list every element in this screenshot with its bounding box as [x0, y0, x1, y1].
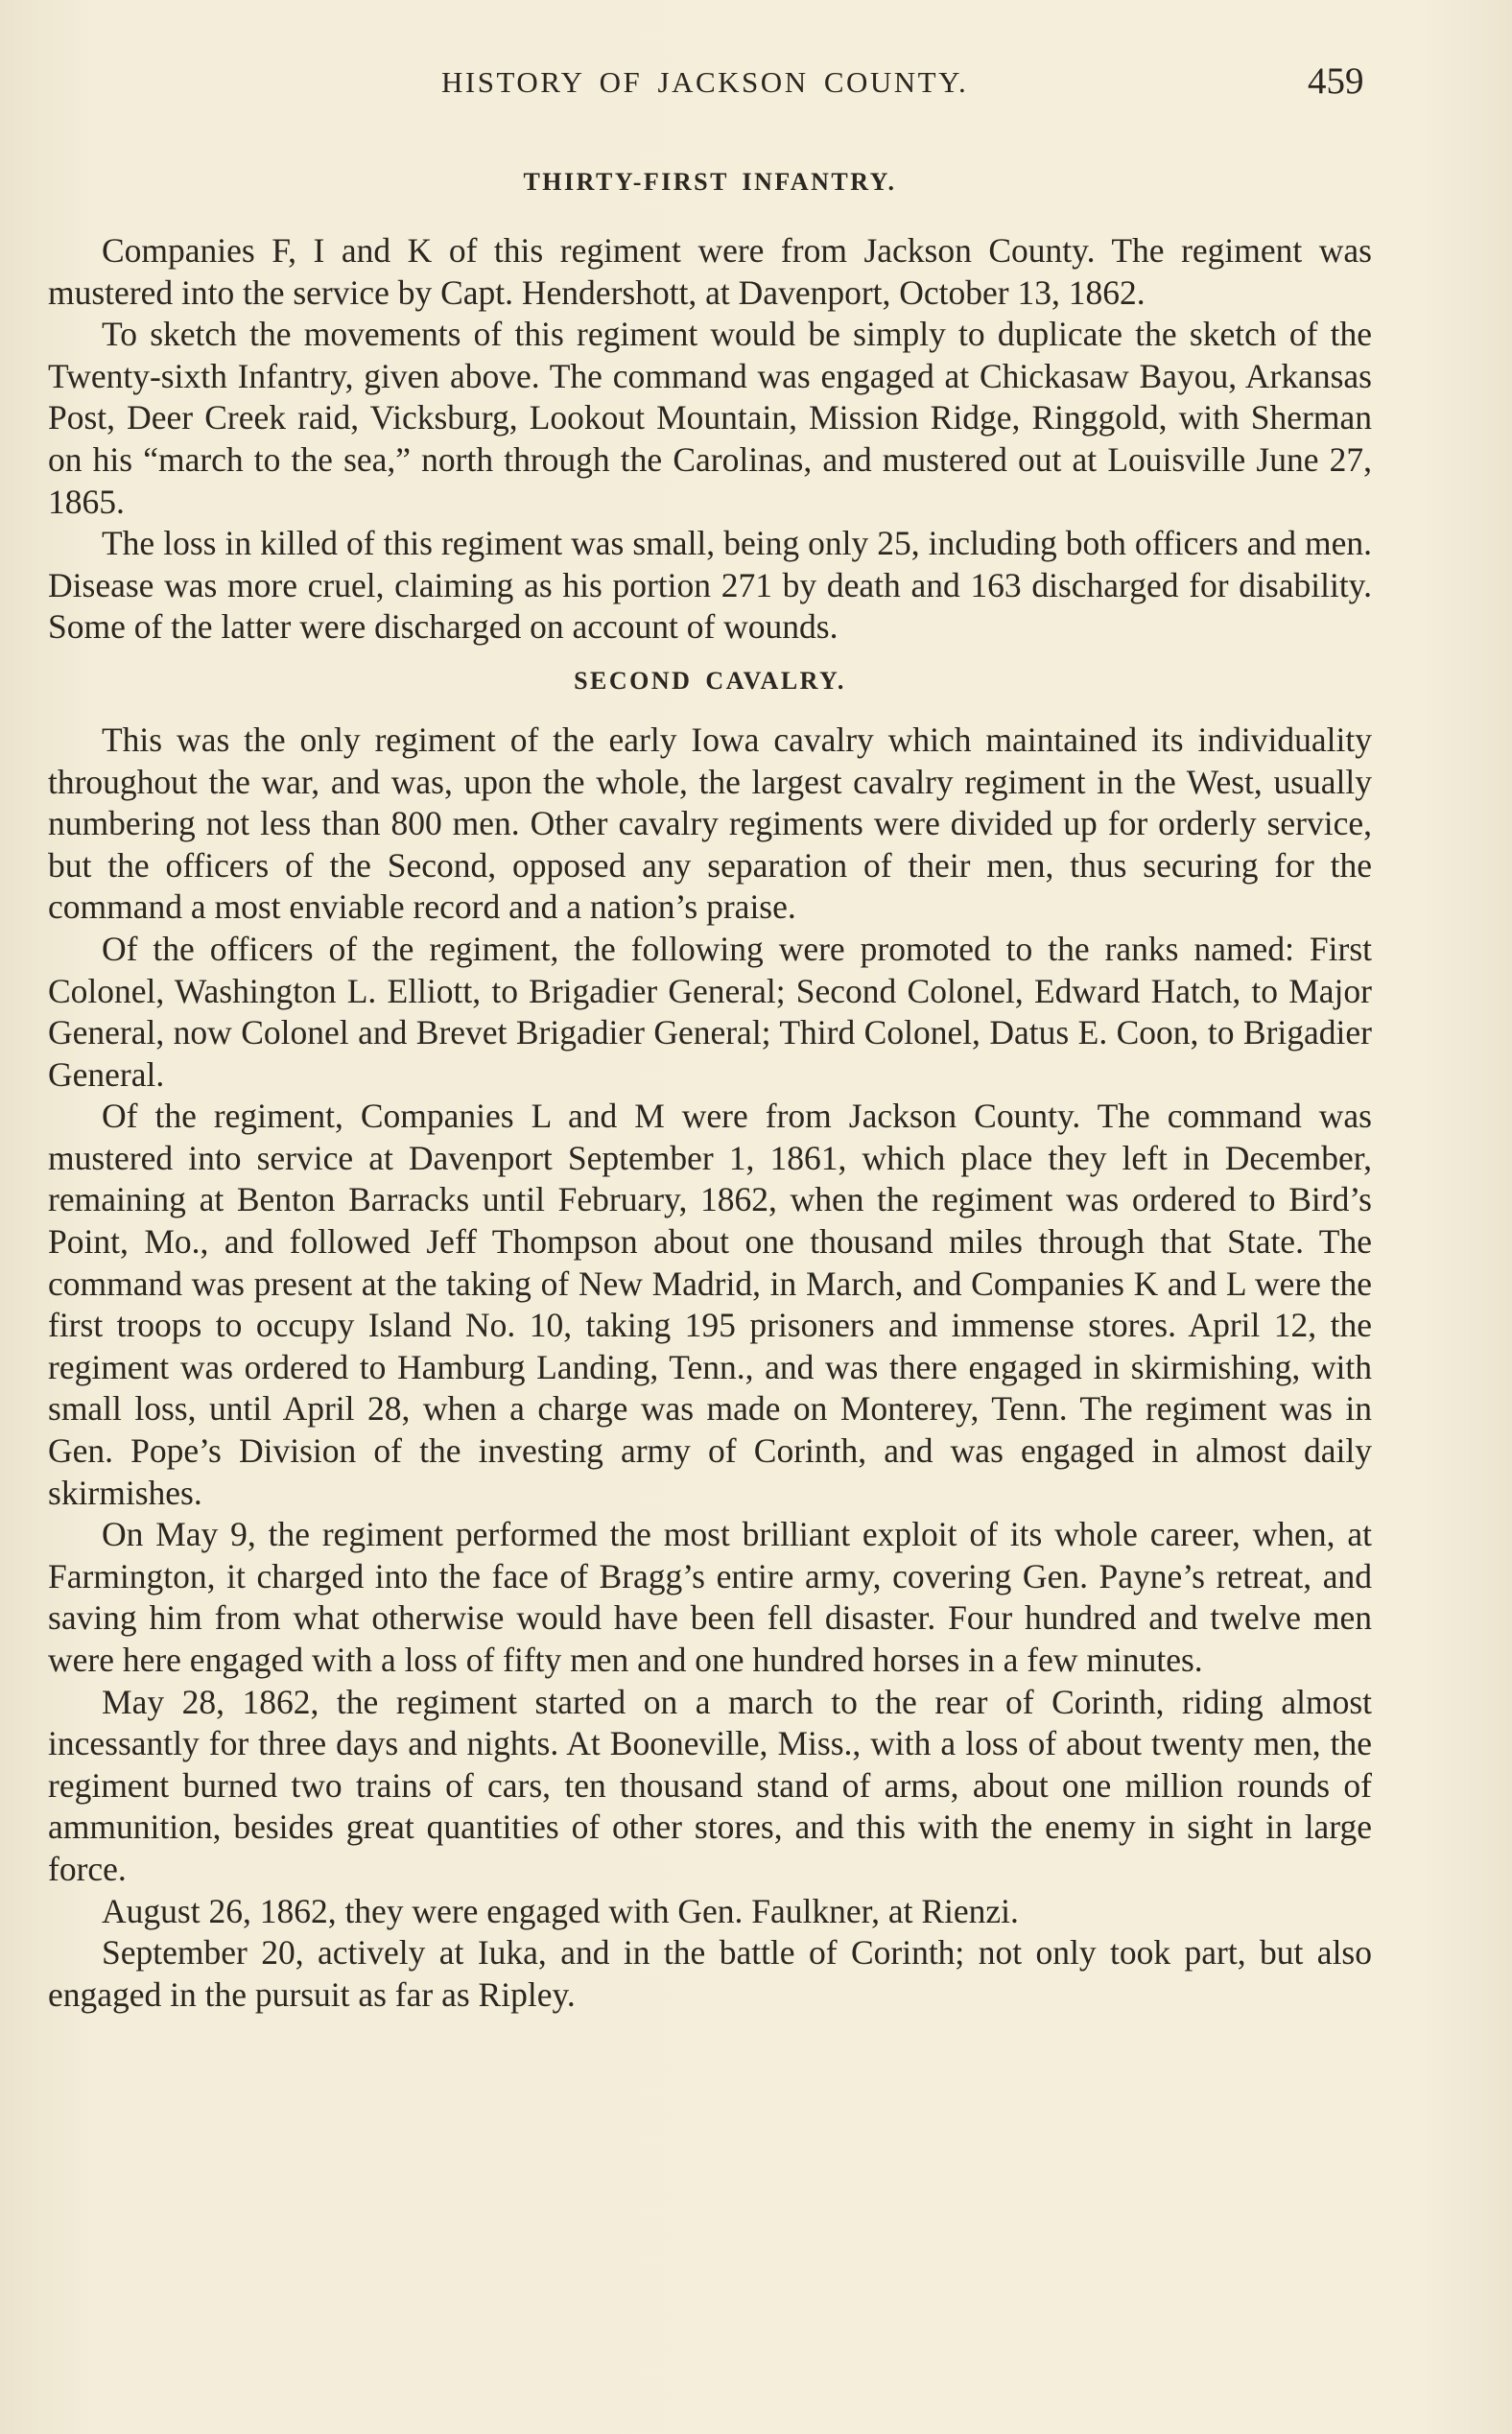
page-header: [0, 59, 1512, 117]
section-heading-thirty-first-infantry: THIRTY-FIRST INFANTRY.: [523, 168, 897, 196]
running-title: HISTORY OF JACKSON COUNTY.: [441, 65, 969, 99]
page-number: 459: [1308, 60, 1364, 102]
paragraph: Companies F, I and K of this regiment were from Jackson County. The regiment was mustered into the service by Capt. Hendershott, at Davenport, October 13, 1862.: [48, 231, 1372, 312]
paragraph: August 26, 1862, they were engaged with Gen. Faulkner, at Rienzi.: [102, 1891, 1019, 1930]
paragraph: To sketch the movements of this regiment would be simply to duplicate the sketch of the Twenty-sixth Infantry, given above. The command was engaged at Chickasaw Bayou, Arkansas Post, Deer Creek raid, Vicksburg, Lookout Mountain, Mission Ridge, Ringgold, with Sherman on his “march to the sea,” north through the Carolinas, and mustered out at Louisville June 27, 1865.: [48, 315, 1372, 521]
paragraph: This was the only regiment of the early Iowa cavalry which maintained its individuality throughout the war, and was, upon the whole, the largest cavalry regiment in the West, usually numbering not less than 800 men. Other cavalry regiments were divided up for orderly service, but the officers of the Second, opposed any separation of their men, thus securing for the command a most enviable record and a nation’s praise.: [48, 720, 1372, 927]
page-body: [48, 163, 1372, 2016]
paragraph: The loss in killed of this regiment was small, being only 25, including both officers and men. Disease was more cruel, claiming as his portion 271 by death and 163 discharged for disability. Some of the latter were discharged on account of wounds.: [48, 524, 1372, 647]
paragraph: September 20, actively at Iuka, and in the battle of Corinth; not only took part, but also engaged in the pursuit as far as Ripley.: [48, 1933, 1372, 2014]
paragraph: Of the officers of the regiment, the following were promoted to the ranks named: First Colonel, Washington L. Elliott, to Brigadier General; Second Colonel, Edward Hatch, to Major General, now Colonel and Brevet Brigadier General; Third Colonel, Datus E. Coon, to Brigadier General.: [48, 929, 1372, 1094]
section-heading-second-cavalry: SECOND CAVALRY.: [574, 666, 846, 695]
paragraph: May 28, 1862, the regiment started on a march to the rear of Corinth, riding almost incessantly for three days and nights. At Booneville, Miss., with a loss of about twenty men, the regiment burned two trains of cars, ten thousand stand of arms, about one million rounds of ammunition, besides great quantities of other stores, and this with the enemy in sight in large force.: [48, 1682, 1372, 1888]
paragraph: On May 9, the regiment performed the most brilliant exploit of its whole career, when, at Farmington, it charged into the face of Bragg’s entire army, covering Gen. Payne’s retreat, and saving him from what otherwise would have been fell disaster. Four hundred and twelve men were here engaged with a loss of fifty men and one hundred horses in a few minutes.: [48, 1515, 1372, 1679]
paragraph: Of the regiment, Companies L and M were from Jackson County. The command was mustered into service at Davenport September 1, 1861, which place they left in December, remaining at Benton Barracks until February, 1862, when the regiment was ordered to Bird’s Point, Mo., and followed Jeff Thompson about one thousand miles through that State. The command was present at the taking of New Madrid, in March, and Companies K and L were the first troops to occupy Island No. 10, taking 195 prisoners and immense stores. April 12, the regiment was ordered to Hamburg Landing, Tenn., and was there engaged in skirmishing, with small loss, until April 28, when a charge was made on Monterey, Tenn. The regiment was in Gen. Pope’s Division of the investing army of Corinth, and was engaged in almost daily skirmishes.: [48, 1097, 1372, 1512]
